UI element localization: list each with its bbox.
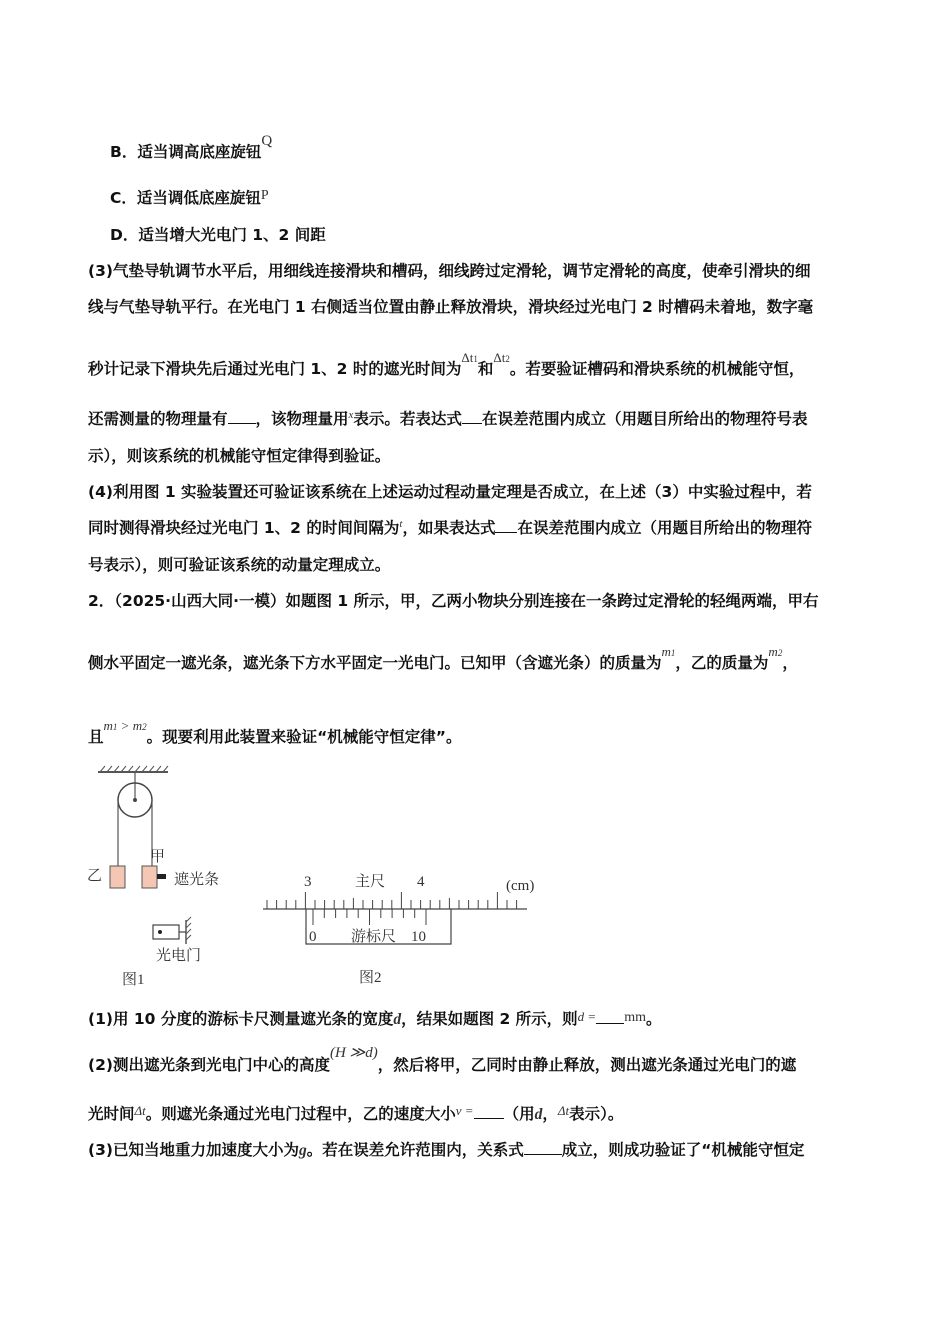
figure-1-pulley-apparatus	[80, 762, 240, 994]
label-shading-strip: 遮光条	[174, 872, 220, 888]
dt1-symbol: Δt1	[461, 350, 478, 365]
block-yi	[110, 866, 125, 888]
vernier-scale-ticks	[313, 909, 426, 925]
label-photogate: 光电门	[156, 948, 202, 964]
main-scale-label: 主尺	[355, 874, 386, 890]
q1-part3-line1: (3)气垫导轨调节水平后，用细线连接滑块和槽码，细线跨过定滑轮，调节定滑轮的高度，使牵引滑块的细	[88, 262, 811, 280]
shading-strip	[157, 874, 166, 879]
answer-blank-relation[interactable]	[524, 1140, 562, 1155]
q1-part3-line4: 还需测量的物理量有 ，该物理量用$^x$表示。若表达式 在误差范围内成立（用题目所给出的物理符号表	[88, 409, 808, 428]
t-symbol: t	[399, 518, 403, 530]
height-condition: (H ≫d)	[329, 1045, 378, 1061]
dt2-symbol: Δt2	[493, 350, 510, 365]
label-jia: 甲	[150, 849, 166, 865]
vernier-scale-label: 游标尺	[351, 929, 397, 945]
m2-symbol: m2	[768, 644, 783, 659]
main-tick-4: 4	[417, 874, 425, 890]
figure-2-caption: 图2	[359, 970, 382, 986]
mass-inequality: m1 > m2	[103, 718, 147, 733]
m1-symbol: m1	[661, 644, 676, 659]
unit-label: (cm)	[506, 878, 535, 894]
answer-blank[interactable]	[462, 409, 482, 424]
answer-blank[interactable]	[495, 518, 517, 533]
q1-part4-line3: 号表示），则可验证该系统的动量定理成立。	[88, 556, 391, 574]
q2-part1: (1)用 10 分度的游标卡尺测量遮光条的宽度d，结果如题图 2 所示，则d = mm。	[88, 1009, 662, 1028]
answer-blank[interactable]	[228, 409, 256, 424]
q1-part3-line5: 示），则该系统的机械能守恒定律得到验证。	[88, 447, 391, 465]
vernier-tick-0: 0	[309, 929, 317, 945]
answer-blank-v[interactable]	[474, 1104, 504, 1119]
q2-line2: 侧水平固定一遮光条，遮光条下方水平固定一光电门。已知甲（含遮光条）的质量为$^{m1}$，乙的质量为$^{m2}$，	[88, 644, 798, 672]
answer-blank-d[interactable]	[596, 1009, 624, 1024]
q1-part3-line3: 秒计记录下滑块先后通过光电门 1、2 时的遮光时间为$^{\Delta t1}$和$^{\Delta t2}$。若要验证槽码和滑块系统的机械能守恒，	[88, 350, 805, 378]
option-c: C．适当调低底座旋钮P	[110, 188, 269, 207]
q2-line1: 2．（2025·山西大同·一模）如题图 1 所示，甲，乙两小物块分别连接在一条跨过定滑轮的轻绳两端，甲右	[88, 592, 819, 610]
photogate-sensor	[158, 930, 162, 934]
q2-part3: (3)已知当地重力加速度大小为g。若在误差允许范围内，关系式 成立，则成功验证了“机械能守恒定	[88, 1141, 805, 1159]
knob-p-symbol: P	[260, 188, 269, 203]
pulley-axle	[133, 798, 137, 802]
option-d: D．适当增大光电门 1、2 间距	[110, 226, 326, 244]
block-jia	[142, 866, 157, 888]
q2-part2-line2: 光时间$^{\Delta t}$。则遮光条通过光电门过程中，乙的速度大小$^{v =}$ （用d，$^{\Delta t}$表示）。	[88, 1103, 624, 1123]
figure-2-vernier-caliper	[255, 862, 555, 994]
label-yi: 乙	[87, 868, 103, 884]
figure-1-caption: 图1	[122, 972, 145, 988]
main-scale-ticks	[267, 892, 517, 909]
q2-part2-line1: (2)测出遮光条到光电门中心的高度(H ≫d)，然后将甲，乙同时由静止释放，测出遮光条通过光电门的遮	[88, 1045, 797, 1074]
option-b: B．适当调高底座旋钮Q	[110, 133, 273, 161]
x-symbol: x	[348, 409, 354, 421]
vernier-tick-10: 10	[411, 929, 426, 945]
knob-q-symbol: Q	[261, 133, 273, 149]
photogate	[153, 925, 179, 939]
q1-part3-line2: 线与气垫导轨平行。在光电门 1 右侧适当位置由静止释放滑块，滑块经过光电门 2 时槽码未着地，数字毫	[88, 298, 814, 316]
q2-line3: 且$^{m1 > m2}$。现要利用此装置来验证“机械能守恒定律”。	[88, 718, 462, 746]
q1-part4-line2: 同时测得滑块经过光电门 1、2 的时间间隔为$^t$，如果表达式 在误差范围内成立（用题目所给出的物理符	[88, 518, 812, 537]
q1-part4-line1: (4)利用图 1 实验装置还可验证该系统在上述运动过程动量定理是否成立，在上述（3）中实验过程中，若	[88, 483, 812, 501]
main-tick-3: 3	[304, 874, 312, 890]
